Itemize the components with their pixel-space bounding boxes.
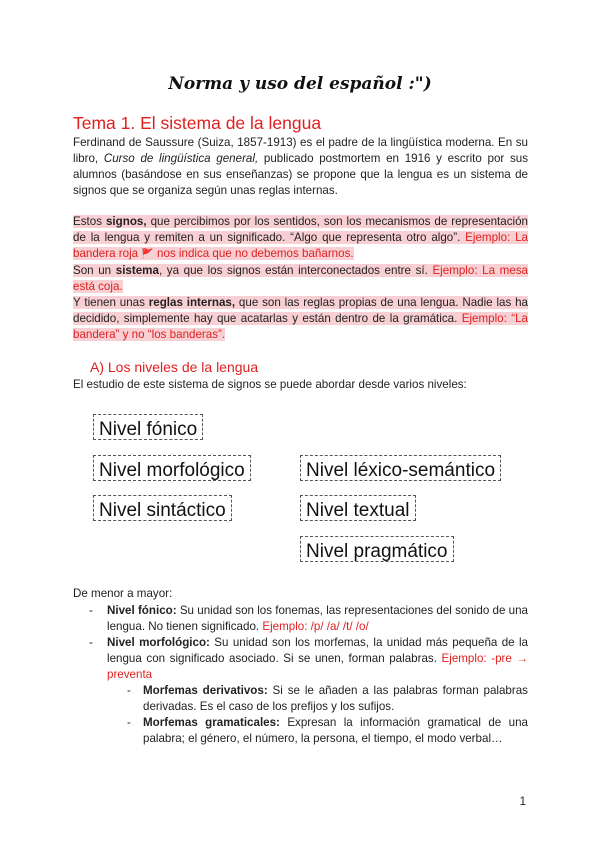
fonico-term: Nivel fónico: [107, 604, 177, 617]
level-textual-box: Nivel textual [300, 495, 416, 521]
intro-paragraph [73, 135, 528, 199]
signos-example: Ejemplo: La bandera roja [73, 231, 528, 260]
level-fonico-box: Nivel fónico [93, 414, 203, 440]
intro-text-2: publicado postmortem en 1916 y escrito por sus alumnos (basándose en sus enseñanzas) se propone que la lengua es un sistema de signos que se organiza según unas reglas internas. [73, 152, 528, 197]
list-item-fonico [73, 603, 528, 635]
fonico-example: Ejemplo: /p/ /a/ /t/ /o/ [262, 620, 369, 633]
list-item-derivativos [73, 683, 528, 715]
deriv-term: Morfemas derivativos: [143, 684, 268, 697]
list-item-gramaticales [73, 715, 528, 747]
list-dash: - [127, 684, 131, 697]
level-morfologico-box: Nivel morfológico [93, 455, 251, 481]
signos-text: que percibimos por los sentidos, son los mecanismos de representación de la lengua y remiten a un significado. “Algo que representa otro algo”. [73, 215, 528, 244]
page-number: 1 [519, 796, 526, 808]
subsection-intro: El estudio de este sistema de signos se puede abordar desde varios niveles: [73, 378, 467, 391]
sistema-term: sistema [115, 264, 159, 277]
deriv-text: Si se le añaden a las palabras forman palabras derivadas. Es el caso de los prefijos y los sufijos. [143, 684, 528, 713]
sistema-pre: Son un [73, 264, 116, 277]
sistema-example: Ejemplo: La mesa está coja. [73, 264, 529, 293]
signos-example-end: nos indica que no debemos bañarnos. [153, 247, 354, 260]
book-title: Curso de lingüística general, [103, 152, 259, 165]
signos-term: signos, [105, 215, 147, 228]
gram-term: Morfemas gramaticales: [143, 716, 280, 729]
morfo-example: Ejemplo: -pre → preventa [107, 652, 528, 681]
reglas-pre: Y tienen unas [73, 296, 149, 309]
level-sintactico-box: Nivel sintáctico [93, 495, 232, 521]
list-dash: - [127, 716, 131, 729]
reglas-text: que son las reglas propias de una lengua. Nadie las ha decidido, simplemente hay que acatarlas y están dentro de la gramática. [73, 296, 529, 325]
morfo-text: Su unidad son los morfemas, la unidad más pequeña de la lengua con significado asociado. Si se unen, forman palabras. [107, 636, 528, 665]
list-dash: - [89, 604, 93, 617]
levels-list [73, 603, 528, 747]
gram-text: Expresan la información gramatical de una palabra; el género, el número, la persona, el tiempo, el modo verbal… [143, 716, 528, 745]
list-dash: - [89, 636, 93, 649]
intro-text-1: Ferdinand de Saussure (Suiza, 1857-1913) es el padre de la lingüística moderna. En su libro, [73, 136, 528, 165]
level-lexico-box: Nivel léxico-semántico [300, 455, 501, 481]
fonico-text: Su unidad son los fonemas, las representaciones del sonido de una lengua. No tienen significado. [107, 604, 528, 633]
sistema-highlight [73, 264, 528, 293]
morfo-term: Nivel morfológico: [107, 636, 210, 649]
signs-paragraph [73, 214, 528, 343]
reglas-example: Ejemplo: “La bandera” y no “los banderas”. [73, 312, 528, 341]
red-flag-icon: 🚩 [141, 249, 154, 260]
subsection-title: A) Los niveles de la lengua [90, 359, 259, 375]
reglas-term: reglas internas, [148, 296, 236, 309]
sistema-text: , ya que los signos están interconectados entre sí. [158, 264, 433, 277]
signos-pre: Estos [73, 215, 106, 228]
list-item-morfologico [73, 635, 528, 683]
reglas-highlight [73, 296, 528, 341]
section-title: Tema 1. El sistema de la lengua [73, 113, 322, 133]
level-pragmatico-box: Nivel pragmático [300, 536, 454, 562]
signos-highlight [73, 215, 528, 260]
document-title: Norma y uso del español :") [168, 74, 432, 94]
order-intro: De menor a mayor: [73, 587, 173, 600]
